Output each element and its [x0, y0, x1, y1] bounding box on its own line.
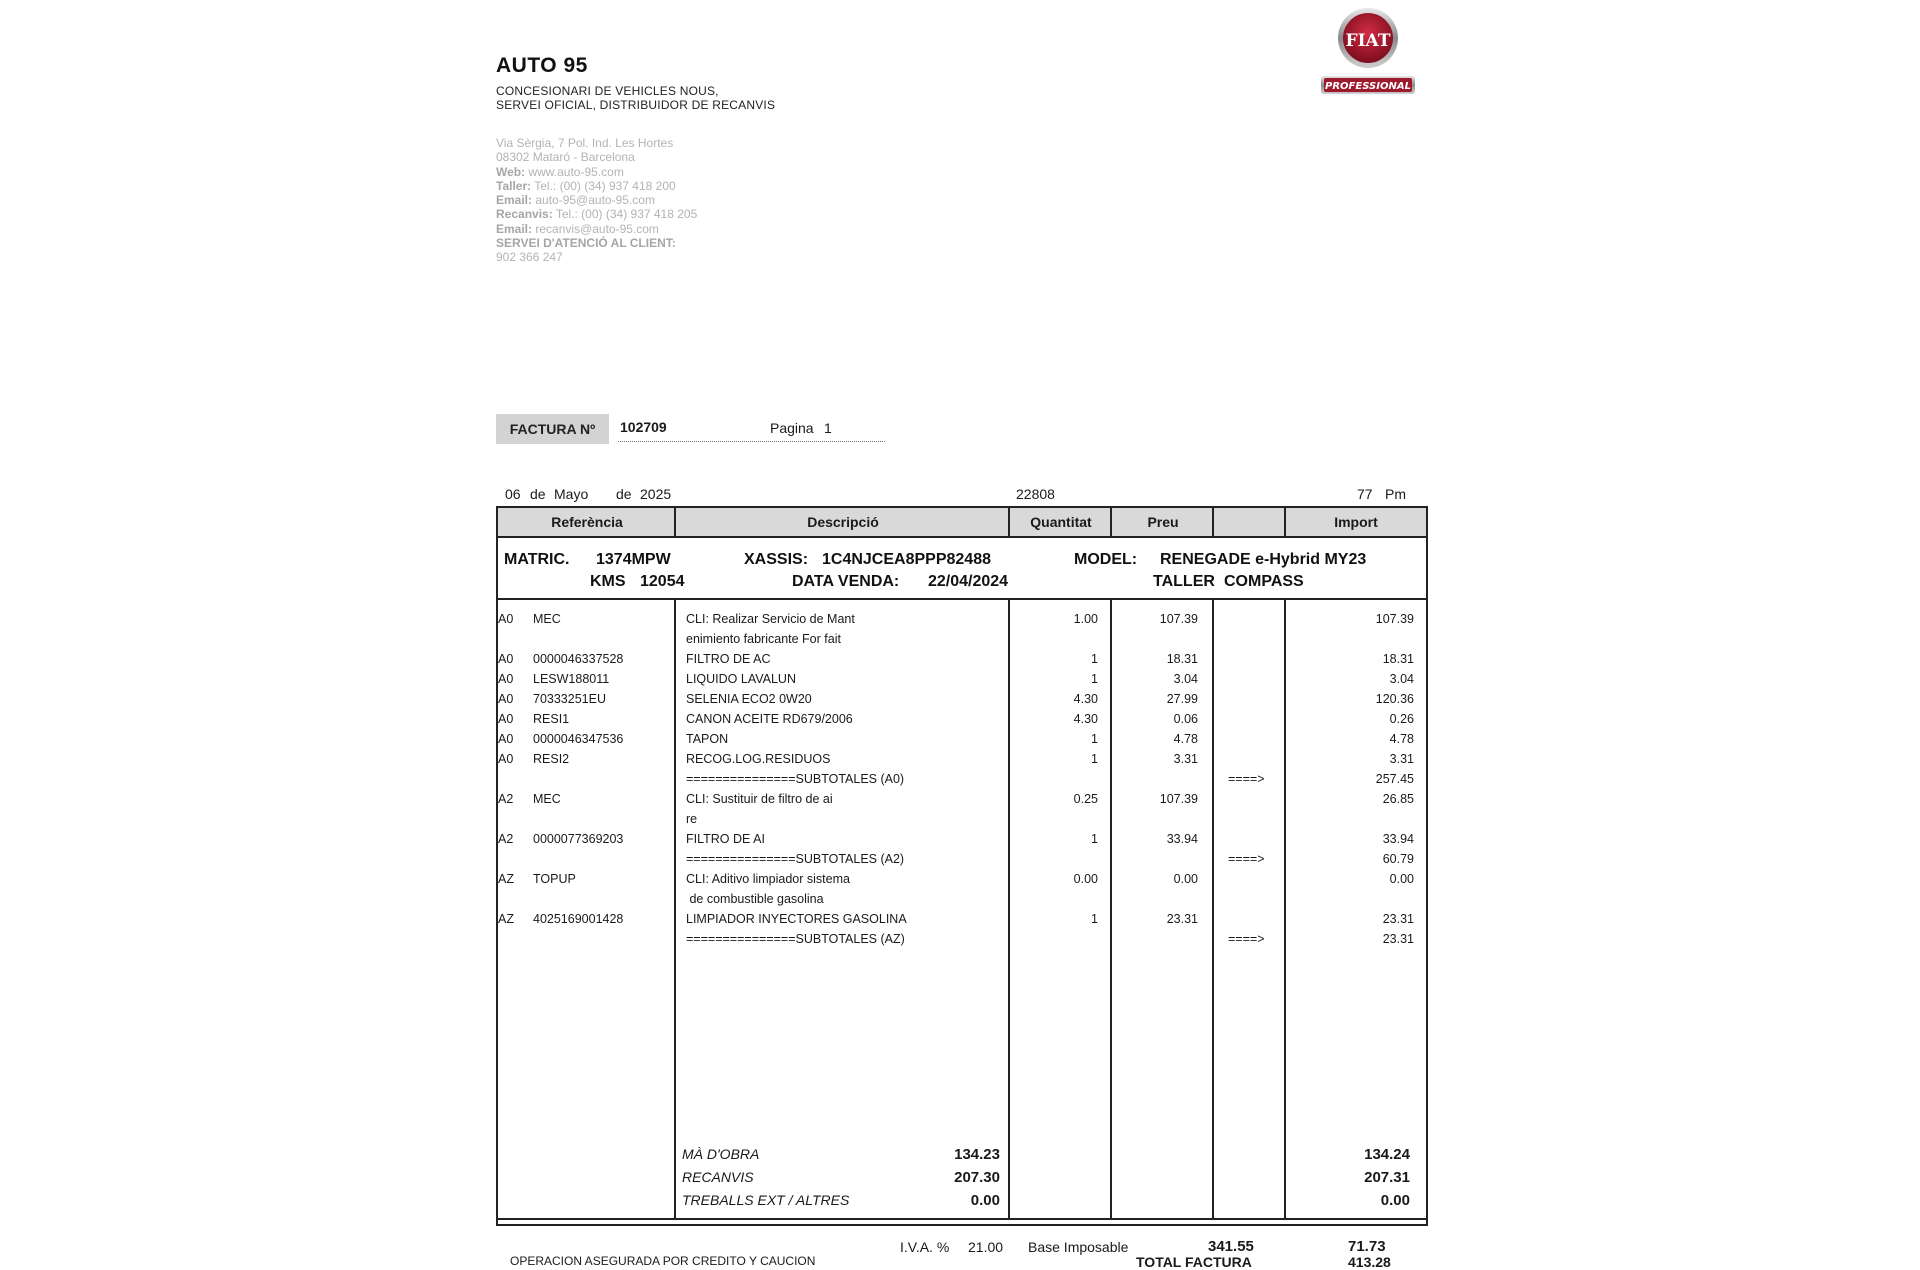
taller-tel: Tel.: (00) (34) 937 418 200	[534, 178, 676, 193]
fiat-logo-icon	[1318, 6, 1418, 98]
line-quantity: 1	[1091, 832, 1098, 846]
line-amount: 0.00	[1389, 872, 1414, 886]
invoice-de-1: de	[530, 486, 546, 502]
line-amount: 257.45	[1375, 772, 1414, 786]
line-reference: RESI1	[533, 712, 570, 726]
divider	[496, 1218, 1428, 1220]
line-group: A0	[498, 752, 514, 766]
company-tagline-2: SERVEI OFICIAL, DISTRIBUIDOR DE RECANVIS	[496, 98, 776, 112]
line-reference: 0000046347536	[533, 732, 624, 746]
total-import: 134.24	[1364, 1146, 1410, 1163]
line-price: 33.94	[1166, 832, 1198, 846]
total-import: 0.00	[1380, 1192, 1410, 1209]
line-group: AZ	[498, 872, 514, 886]
recanvis-tel: Tel.: (00) (34) 937 418 205	[555, 207, 698, 222]
svg-text:PROFESSIONAL: PROFESSIONAL	[1325, 81, 1411, 92]
line-quantity: 0.00	[1073, 872, 1098, 886]
email-label-2: Email:	[496, 221, 533, 236]
line-description: CLI: Realizar Servicio de Mant	[686, 612, 855, 626]
divider	[1008, 506, 1010, 538]
invoice-month: Mayo	[554, 486, 589, 502]
kms-label: KMS	[590, 573, 626, 590]
divider	[496, 598, 1428, 600]
email-line-2	[496, 222, 697, 236]
line-description: FILTRO DE AI	[686, 832, 765, 846]
matric-label: MATRIC.	[504, 551, 570, 568]
line-amount: 4.78	[1389, 732, 1414, 746]
total-import: 207.31	[1364, 1169, 1410, 1186]
line-quantity: 1	[1091, 652, 1098, 666]
line-reference: MEC	[533, 612, 561, 626]
line-amount: 3.31	[1389, 752, 1414, 766]
header-descripcio: Descripció	[807, 514, 879, 530]
company-address	[496, 136, 697, 265]
invoice-code: 22808	[1016, 486, 1055, 502]
divider	[674, 506, 676, 538]
invoice-day: 06	[505, 486, 521, 502]
email-value-1: auto-95@auto-95.com	[535, 193, 655, 208]
line-reference: 70333251EU	[533, 692, 606, 706]
line-description: FILTRO DE AC	[686, 652, 771, 666]
header-import: Import	[1334, 514, 1378, 530]
line-amount: 107.39	[1375, 612, 1414, 626]
client-service-label: SERVEI D'ATENCIÓ AL CLIENT:	[496, 236, 676, 251]
web-line	[496, 165, 697, 179]
web-value: www.auto-95.com	[528, 164, 624, 179]
total-value: 207.30	[954, 1169, 1000, 1186]
divider	[1110, 506, 1112, 538]
line-reference: 0000077369203	[533, 832, 624, 846]
total-label: TOTAL FACTURA	[1136, 1254, 1252, 1270]
iva-rate: 21.00	[968, 1239, 1004, 1255]
line-group: A0	[498, 612, 514, 626]
svg-text:FIAT: FIAT	[1345, 31, 1391, 51]
address-line-1: Via Sèrgia, 7 Pol. Ind. Les Hortes	[496, 136, 674, 150]
line-quantity: 1.00	[1073, 612, 1098, 626]
line-description: CLI: Sustituir de filtro de ai	[686, 792, 833, 806]
line-arrow: ====>	[1228, 932, 1265, 946]
model-label: MODEL:	[1074, 551, 1138, 568]
line-amount: 0.26	[1389, 712, 1414, 726]
line-reference: 4025169001428	[533, 912, 624, 926]
total-label: TREBALLS EXT / ALTRES	[682, 1192, 850, 1208]
line-amount: 23.31	[1382, 932, 1414, 946]
line-price: 107.39	[1159, 612, 1198, 626]
line-description: de combustible gasolina	[686, 892, 824, 906]
client-service-tel: 902 366 247	[496, 250, 563, 265]
taller-value: COMPASS	[1224, 573, 1304, 590]
line-price: 3.31	[1173, 752, 1198, 766]
total-label: MÀ D'OBRA	[682, 1146, 760, 1162]
invoice-year: 2025	[640, 486, 672, 502]
line-quantity: 1	[1091, 912, 1098, 926]
base-label: Base Imposable	[1028, 1239, 1129, 1255]
matric-value: 1374MPW	[596, 551, 671, 568]
line-amount: 23.31	[1382, 912, 1414, 926]
line-amount: 18.31	[1382, 652, 1414, 666]
iva-amount: 71.73	[1348, 1238, 1386, 1255]
divider	[674, 598, 676, 1220]
email-value-2: recanvis@auto-95.com	[535, 221, 659, 236]
iva-label: I.V.A. %	[900, 1239, 950, 1255]
line-price: 23.31	[1166, 912, 1198, 926]
line-group: AZ	[498, 912, 514, 926]
line-price: 27.99	[1166, 692, 1198, 706]
line-reference: LESW188011	[533, 672, 610, 686]
invoice-label: FACTURA Nº	[496, 414, 609, 444]
total-label: RECANVIS	[682, 1169, 754, 1185]
line-reference: TOPUP	[533, 872, 576, 886]
header-preu: Preu	[1147, 514, 1179, 530]
invoice-de-2: de	[616, 486, 632, 502]
line-quantity: 4.30	[1073, 692, 1098, 706]
line-price: 0.00	[1173, 872, 1198, 886]
line-group: A0	[498, 652, 514, 666]
line-arrow: ====>	[1228, 772, 1265, 786]
xassis-value: 1C4NJCEA8PPP82488	[822, 551, 991, 568]
line-amount: 60.79	[1382, 852, 1414, 866]
kms-value: 12054	[640, 573, 685, 590]
line-reference: MEC	[533, 792, 561, 806]
line-quantity: 0.25	[1073, 792, 1098, 806]
header-referencia: Referència	[551, 514, 623, 530]
line-group: A0	[498, 692, 514, 706]
line-description: CLI: Aditivo limpiador sistema	[686, 872, 850, 886]
total-value: 134.23	[954, 1146, 1000, 1163]
line-description: enimiento fabricante For fait	[686, 632, 841, 646]
invoice-ref-num: 77	[1357, 486, 1373, 502]
line-price: 4.78	[1173, 732, 1198, 746]
email-line-1	[496, 193, 697, 207]
page-label: Pagina	[770, 420, 814, 436]
line-group: A0	[498, 712, 514, 726]
line-description: LIMPIADOR INYECTORES GASOLINA	[686, 912, 907, 926]
line-description: ===============SUBTOTALES (A2)	[686, 852, 905, 866]
address-line-2: 08302 Mataró - Barcelona	[496, 150, 635, 165]
line-amount: 26.85	[1382, 792, 1414, 806]
line-amount: 33.94	[1382, 832, 1414, 846]
header-quantitat: Quantitat	[1030, 514, 1092, 530]
line-quantity: 1	[1091, 672, 1098, 686]
line-price: 18.31	[1166, 652, 1198, 666]
line-quantity: 1	[1091, 752, 1098, 766]
line-arrow: ====>	[1228, 852, 1265, 866]
insured-note: OPERACION ASEGURADA POR CREDITO Y CAUCION	[510, 1254, 816, 1268]
invoice-underline	[618, 441, 885, 442]
line-description: SELENIA ECO2 0W20	[686, 692, 812, 706]
company-name: AUTO 95	[496, 54, 588, 77]
taller-line	[496, 179, 697, 193]
line-quantity: 4.30	[1073, 712, 1098, 726]
xassis-label: XASSIS:	[744, 551, 809, 568]
sale-date-value: 22/04/2024	[928, 573, 1009, 590]
total-value: 0.00	[970, 1192, 1000, 1209]
web-label: Web:	[496, 164, 526, 179]
invoice-number: 102709	[620, 419, 667, 435]
invoice-ref-suffix: Pm	[1385, 486, 1406, 502]
divider	[1212, 598, 1214, 1220]
line-price: 3.04	[1173, 672, 1198, 686]
recanvis-label: Recanvis:	[496, 207, 553, 222]
line-description: TAPON	[686, 732, 729, 746]
model-value: RENEGADE e-Hybrid MY23	[1160, 551, 1367, 568]
line-description: ===============SUBTOTALES (A0)	[686, 772, 905, 786]
page-number: 1	[824, 420, 832, 436]
line-amount: 3.04	[1389, 672, 1414, 686]
line-group: A0	[498, 732, 514, 746]
total-value: 413.28	[1348, 1254, 1391, 1270]
line-reference: 0000046337528	[533, 652, 624, 666]
divider	[1284, 506, 1286, 538]
company-tagline-1: CONCESIONARI DE VEHICLES NOUS,	[496, 84, 719, 98]
recanvis-line	[496, 207, 697, 221]
line-group: A2	[498, 832, 514, 846]
line-price: 107.39	[1159, 792, 1198, 806]
email-label-1: Email:	[496, 193, 533, 208]
taller-label: TALLER	[1153, 573, 1215, 590]
line-description: ===============SUBTOTALES (AZ)	[686, 932, 905, 946]
divider	[1212, 506, 1214, 538]
line-price: 0.06	[1173, 712, 1198, 726]
line-description: CANON ACEITE RD679/2006	[686, 712, 853, 726]
sale-date-label: DATA VENDA:	[792, 573, 900, 590]
line-description: re	[686, 812, 698, 826]
line-amount: 120.36	[1375, 692, 1414, 706]
line-description: LIQUIDO LAVALUN	[686, 672, 796, 686]
base-value: 341.55	[1208, 1238, 1254, 1255]
line-reference: RESI2	[533, 752, 570, 766]
line-group: A0	[498, 672, 514, 686]
line-quantity: 1	[1091, 732, 1098, 746]
taller-label: Taller:	[496, 178, 532, 193]
line-description: RECOG.LOG.RESIDUOS	[686, 752, 831, 766]
line-group: A2	[498, 792, 514, 806]
